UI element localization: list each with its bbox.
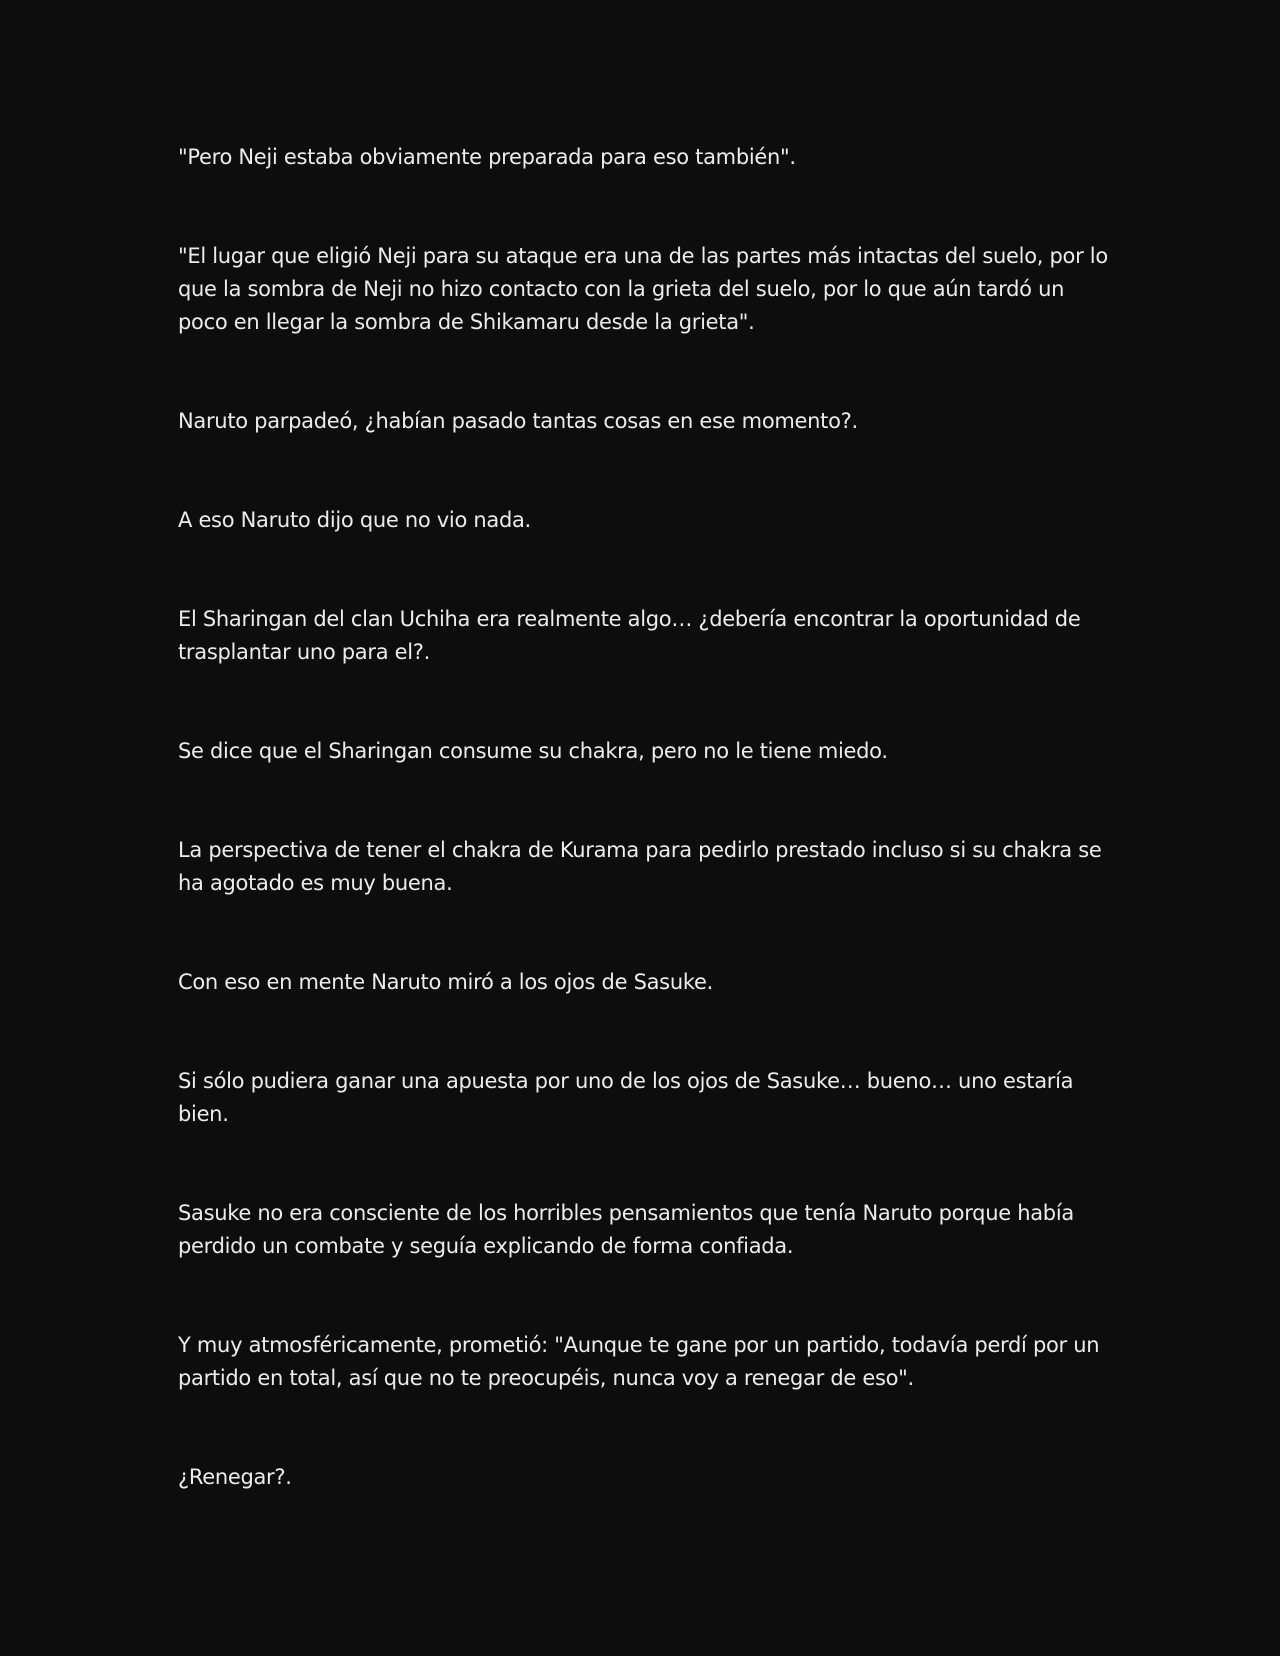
paragraph-12: ¿Renegar?. [178, 1465, 292, 1489]
paragraph-6: Se dice que el Sharingan consume su chakra, pero no le tiene miedo. [178, 739, 888, 763]
document-page [178, 141, 1108, 1560]
paragraph-4: A eso Naruto dijo que no vio nada. [178, 508, 531, 532]
paragraph-9: Si sólo pudiera ganar una apuesta por uno de los ojos de Sasuke… bueno… uno estaría bien. [178, 1069, 1074, 1126]
paragraph-2: "El lugar que eligió Neji para su ataque era una de las partes más intactas del suelo, por lo que la sombra de Neji no hizo contacto con la grieta del suelo, por lo que aún tardó un poco en llegar la sombra de Shikamaru desde la grieta". [178, 244, 1108, 334]
paragraph-10: Sasuke no era consciente de los horribles pensamientos que tenía Naruto porque había perdido un combate y seguía explicando de forma confiada. [178, 1201, 1074, 1258]
paragraph-11: Y muy atmosféricamente, prometió: "Aunque te gane por un partido, todavía perdí por un partido en total, así que no te preocupéis, nunca voy a renegar de eso". [178, 1333, 1100, 1390]
paragraph-7: La perspectiva de tener el chakra de Kurama para pedirlo prestado incluso si su chakra se ha agotado es muy buena. [178, 838, 1102, 895]
paragraph-5: El Sharingan del clan Uchiha era realmente algo… ¿debería encontrar la oportunidad de trasplantar uno para el?. [178, 607, 1081, 664]
paragraph-1: "Pero Neji estaba obviamente preparada para eso también". [178, 145, 796, 169]
paragraph-8: Con eso en mente Naruto miró a los ojos de Sasuke. [178, 970, 713, 994]
paragraph-3: Naruto parpadeó, ¿habían pasado tantas cosas en ese momento?. [178, 409, 858, 433]
